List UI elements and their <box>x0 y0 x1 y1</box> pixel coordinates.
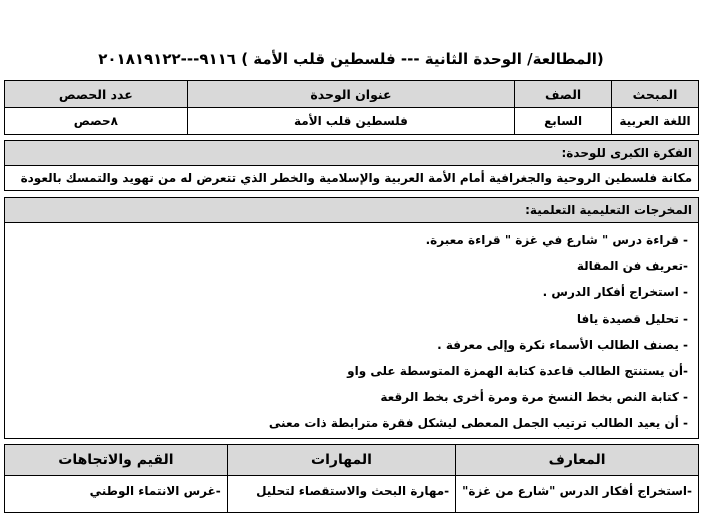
list-item: -تعريف فن المقالة <box>576 259 688 274</box>
unit-info-header-row <box>5 81 699 108</box>
knowledge-header: المعارف <box>456 445 699 476</box>
big-idea-section <box>4 140 699 191</box>
grade-value: السابع <box>515 108 612 135</box>
list-item: - تحليل قصيدة يافا <box>576 311 688 326</box>
list-item: -أن يستنتج الطالب قاعدة كتابة الهمزة المتوسطة على واو <box>347 363 688 378</box>
list-item: - قراءة درس " شارع في غزة " قراءة معبرة. <box>425 233 688 247</box>
list-item: - أن يعيد الطالب ترتيب الجمل المعطى ليشكل فقرة مترابطة ذات معنى <box>268 416 688 431</box>
grade-header: الصف <box>515 81 612 108</box>
knowledge-skills-values-table <box>4 444 699 513</box>
subject-value: اللغة العربية <box>612 108 699 135</box>
values-cell: -غرس الانتماء الوطني <box>5 476 228 513</box>
learning-outcomes-section <box>4 197 699 439</box>
unit-info-value-row <box>5 108 699 135</box>
table-row <box>5 476 699 513</box>
knowledge-cell: -استخراج أفكار الدرس "شارع من غزة" <box>456 476 699 513</box>
skills-cell: -مهارة البحث والاستقصاء لتحليل <box>227 476 455 513</box>
big-idea-heading: الفكرة الكبرى للوحدة: <box>5 141 698 166</box>
unit-title-header: عنوان الوحدة <box>187 81 514 108</box>
list-item: - استخراج أفكار الدرس . <box>542 285 688 300</box>
unit-title-value: فلسطين قلب الأمة <box>187 108 514 135</box>
values-header: القيم والاتجاهات <box>5 445 228 476</box>
list-item: - يصنف الطالب الأسماء نكرة وإلى معرفة . <box>437 337 688 352</box>
subject-header: المبحث <box>612 81 699 108</box>
skills-header: المهارات <box>227 445 455 476</box>
periods-value: ٨حصص <box>5 108 188 135</box>
periods-header: عدد الحصص <box>5 81 188 108</box>
ksv-header-row <box>5 445 699 476</box>
page-title: (المطالعة/ الوحدة الثانية --- فلسطين قلب الأمة ) ٩١١٦---٢٠١٨١٩١٢٢ <box>98 50 604 68</box>
unit-info-table <box>4 80 699 135</box>
big-idea-text: مكانة فلسطين الروحية والجغرافية أمام الأمة العربية والإسلامية والخطر الذي تتعرض له من تهويد والتمسك بالعودة <box>20 171 692 185</box>
learning-outcomes-list <box>5 223 698 437</box>
list-item: - كتابة النص بخط النسخ مرة ومرة أخرى بخط الرقعة <box>380 390 688 405</box>
learning-outcomes-heading: المخرجات التعليمية التعلمية: <box>5 198 698 223</box>
